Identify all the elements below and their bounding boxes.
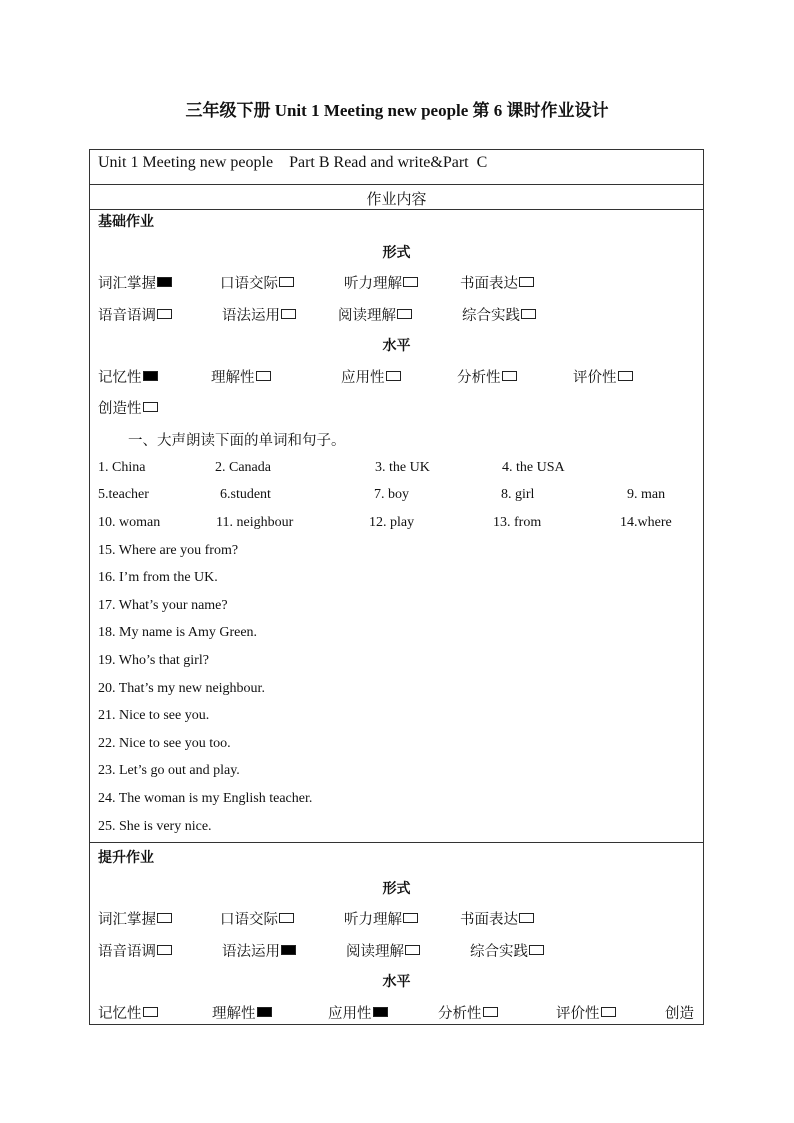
advanced-level-label: 水平 [382, 974, 411, 990]
content-heading: 作业内容 [366, 190, 427, 208]
basic-form-option: 口语交际 [220, 272, 294, 293]
sentence-item: 24. The woman is my English teacher. [98, 791, 313, 806]
sentence-item: 16. I’m from the UK. [98, 570, 218, 585]
basic-level-option: 分析性 [457, 366, 517, 387]
checkbox-filled[interactable] [257, 1007, 272, 1017]
basic-form-option: 词汇掌握 [98, 272, 172, 293]
checkbox-empty[interactable] [529, 945, 544, 955]
sentence-item: 23. Let’s go out and play. [98, 763, 240, 778]
checkbox-empty[interactable] [519, 277, 534, 287]
advanced-level-option: 应用性 [328, 1002, 388, 1023]
basic-level-option: 评价性 [573, 366, 633, 387]
basic-level-option: 记忆性 [98, 366, 158, 387]
checkbox-empty[interactable] [279, 913, 294, 923]
checkbox-empty[interactable] [386, 371, 401, 381]
checkbox-empty[interactable] [618, 371, 633, 381]
basic-form-option: 阅读理解 [338, 304, 412, 325]
basic-level-option: 理解性 [211, 366, 271, 387]
checkbox-empty[interactable] [157, 309, 172, 319]
checkbox-filled[interactable] [373, 1007, 388, 1017]
basic-level-option: 创造性 [98, 397, 158, 418]
advanced-form-option: 阅读理解 [346, 940, 420, 961]
advanced-form-option: 语音语调 [98, 940, 172, 961]
checkbox-filled[interactable] [281, 945, 296, 955]
advanced-level-option: 记忆性 [98, 1002, 158, 1023]
sentence-item: 21. Nice to see you. [98, 708, 210, 723]
checkbox-empty[interactable] [483, 1007, 498, 1017]
advanced-form-label: 形式 [382, 881, 411, 897]
sentence-item: 22. Nice to see you too. [98, 736, 231, 751]
word-item: 7. boy [374, 487, 409, 502]
word-item: 11. neighbour [216, 515, 294, 530]
checkbox-empty[interactable] [397, 309, 412, 319]
basic-form-option: 书面表达 [460, 272, 534, 293]
checkbox-empty[interactable] [521, 309, 536, 319]
advanced-form-option: 口语交际 [220, 908, 294, 929]
advanced-level-trailing: 创造 [665, 1006, 694, 1022]
advanced-level-option: 评价性 [556, 1002, 616, 1023]
checkbox-empty[interactable] [157, 913, 172, 923]
basic-level-label: 水平 [382, 338, 411, 354]
sentence-item: 20. That’s my new neighbour. [98, 681, 265, 696]
checkbox-empty[interactable] [405, 945, 420, 955]
advanced-form-option: 综合实践 [470, 940, 544, 961]
advanced-form-option: 听力理解 [344, 908, 418, 929]
basic-form-option: 语音语调 [98, 304, 172, 325]
basic-form-label: 形式 [382, 245, 411, 261]
advanced-section-title: 提升作业 [98, 850, 154, 866]
page-title: 三年级下册 Unit 1 Meeting new people 第 6 课时作业设计 [185, 101, 609, 120]
worksheet-table [89, 149, 704, 1025]
sentence-item: 19. Who’s that girl? [98, 653, 209, 668]
word-item: 9. man [627, 487, 666, 502]
word-item: 13. from [493, 515, 542, 530]
divider [90, 209, 703, 210]
checkbox-empty[interactable] [403, 277, 418, 287]
word-item: 8. girl [501, 487, 535, 502]
checkbox-filled[interactable] [143, 371, 158, 381]
instruction: 一、大声朗读下面的单词和句子。 [128, 433, 346, 449]
basic-form-option: 语法运用 [222, 304, 296, 325]
basic-form-option: 听力理解 [344, 272, 418, 293]
checkbox-empty[interactable] [502, 371, 517, 381]
word-item: 10. woman [98, 515, 161, 530]
checkbox-empty[interactable] [256, 371, 271, 381]
advanced-form-option: 书面表达 [460, 908, 534, 929]
checkbox-empty[interactable] [281, 309, 296, 319]
divider [90, 842, 703, 843]
advanced-level-option: 分析性 [438, 1002, 498, 1023]
sentence-item: 17. What’s your name? [98, 598, 228, 613]
divider [90, 184, 703, 185]
basic-level-option: 应用性 [341, 366, 401, 387]
basic-form-option: 综合实践 [462, 304, 536, 325]
advanced-form-option: 语法运用 [222, 940, 296, 961]
unit-header: Unit 1 Meeting new people Part B Read and write&Part C [98, 154, 488, 171]
advanced-form-option: 词汇掌握 [98, 908, 172, 929]
word-item: 6.student [220, 487, 271, 502]
checkbox-empty[interactable] [519, 913, 534, 923]
basic-section-title: 基础作业 [98, 214, 154, 230]
advanced-level-option: 理解性 [212, 1002, 272, 1023]
checkbox-empty[interactable] [143, 1007, 158, 1017]
word-item: 12. play [369, 515, 415, 530]
checkbox-empty[interactable] [279, 277, 294, 287]
checkbox-empty[interactable] [403, 913, 418, 923]
sentence-item: 25. She is very nice. [98, 819, 212, 834]
checkbox-empty[interactable] [157, 945, 172, 955]
word-item: 3. the UK [375, 460, 430, 475]
checkbox-empty[interactable] [143, 402, 158, 412]
word-item: 1. China [98, 460, 146, 475]
checkbox-empty[interactable] [601, 1007, 616, 1017]
checkbox-filled[interactable] [157, 277, 172, 287]
word-item: 2. Canada [215, 460, 271, 475]
word-item: 4. the USA [502, 460, 565, 475]
word-item: 14.where [620, 515, 672, 530]
word-item: 5.teacher [98, 487, 149, 502]
sentence-item: 18. My name is Amy Green. [98, 625, 258, 640]
sentence-item: 15. Where are you from? [98, 543, 239, 558]
